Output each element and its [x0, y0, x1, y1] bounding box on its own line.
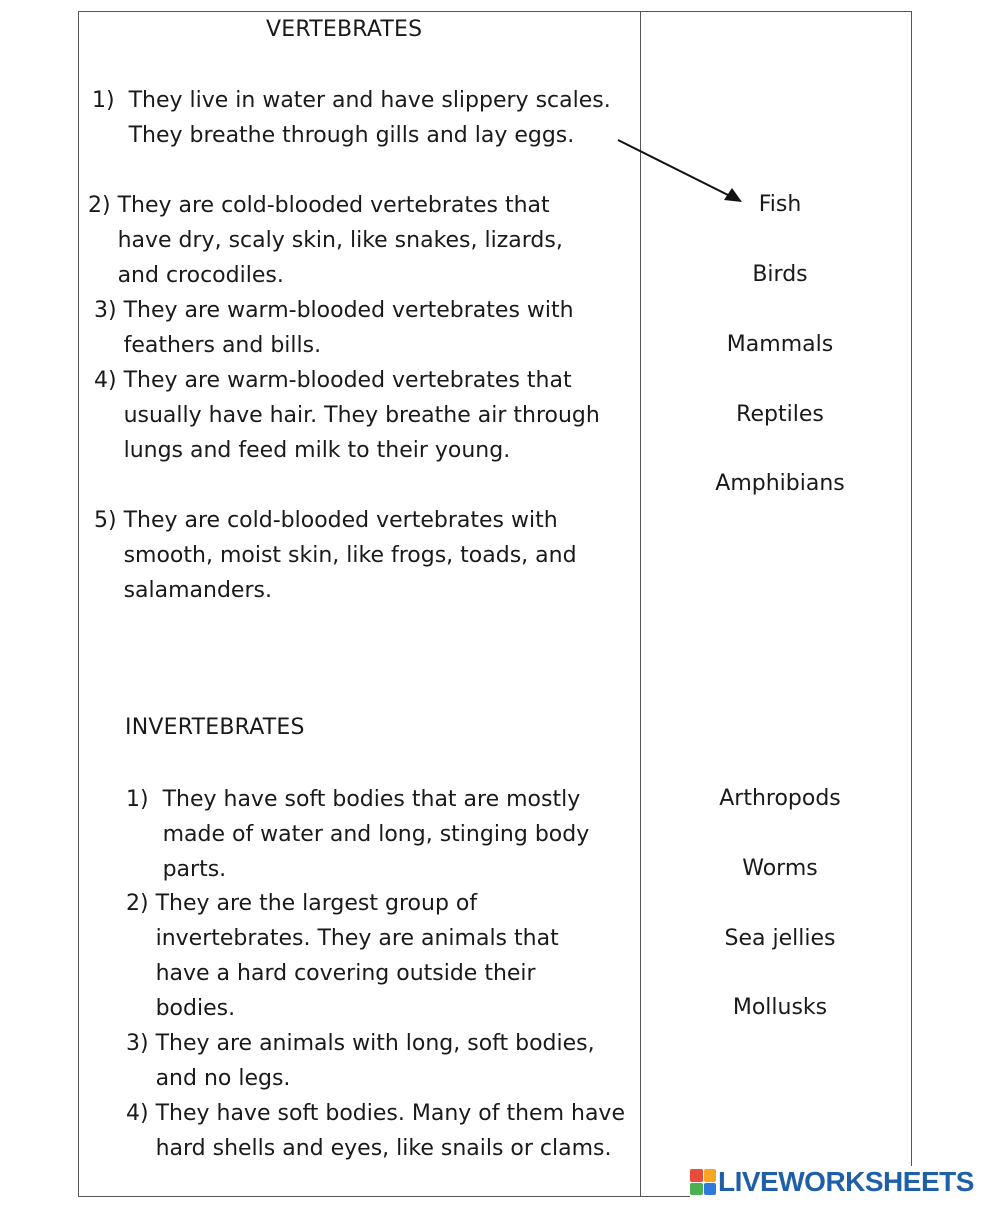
- answer-mollusks[interactable]: Mollusks: [732, 995, 828, 1020]
- item-text: They are animals with long, soft bodies, and no legs.: [155, 1031, 595, 1091]
- item-number: 2): [88, 193, 118, 218]
- vertebrate-item-5: [94, 503, 619, 608]
- invertebrate-item-2: [126, 886, 606, 1026]
- answer-arthropods[interactable]: Arthropods: [719, 786, 841, 811]
- vertebrate-item-2: [88, 188, 598, 293]
- item-text: They have soft bodies. Many of them have hard shells and eyes, like snails or clams.: [155, 1101, 625, 1161]
- item-text: They are warm-blooded vertebrates that usually have hair. They breathe air through lungs and feed milk to their young.: [123, 368, 600, 463]
- item-text: They are cold-blooded vertebrates with smooth, moist skin, like frogs, toads, and salamanders.: [123, 508, 577, 603]
- invertebrate-item-3: [126, 1026, 626, 1096]
- answer-birds[interactable]: Birds: [752, 262, 808, 287]
- vertebrate-item-4: [94, 363, 619, 468]
- answer-reptiles[interactable]: Reptiles: [736, 402, 824, 427]
- item-number: 5): [94, 508, 124, 533]
- item-number: 4): [126, 1101, 156, 1126]
- answer-amphibians[interactable]: Amphibians: [715, 471, 845, 496]
- invertebrate-item-4: [126, 1096, 626, 1166]
- item-number: 1): [126, 787, 163, 812]
- example-match-arrow: [600, 120, 760, 220]
- item-text: They are the largest group of invertebrates. They are animals that have a hard covering outside their bodies.: [155, 891, 559, 1021]
- item-number: 2): [126, 891, 156, 916]
- item-text: They have soft bodies that are mostly made of water and long, stinging body parts.: [162, 787, 590, 882]
- answer-fish[interactable]: Fish: [758, 192, 802, 217]
- item-text: They live in water and have slippery scales. They breathe through gills and lay eggs.: [128, 88, 611, 148]
- vertebrate-item-3: [94, 293, 619, 363]
- item-number: 3): [126, 1031, 156, 1056]
- vertebrate-item-1: [92, 83, 612, 153]
- answer-worms[interactable]: Worms: [742, 856, 818, 881]
- invertebrates-heading: INVERTEBRATES: [125, 715, 305, 740]
- invertebrate-item-1: [126, 782, 616, 887]
- item-number: 1): [92, 88, 129, 113]
- item-text: They are cold-blooded vertebrates that have dry, scaly skin, like snakes, lizards, and crocodiles.: [117, 193, 563, 288]
- logo-text: LIVEWORKSHEETS: [718, 1166, 974, 1197]
- liveworksheets-logo: [690, 1166, 978, 1198]
- answer-mammals[interactable]: Mammals: [726, 332, 834, 357]
- item-text: They are warm-blooded vertebrates with feathers and bills.: [123, 298, 574, 358]
- answer-sea-jellies[interactable]: Sea jellies: [724, 926, 836, 951]
- vertebrates-heading: VERTEBRATES: [266, 17, 423, 42]
- item-number: 3): [94, 298, 124, 323]
- item-number: 4): [94, 368, 124, 393]
- logo-tiles-icon: [690, 1169, 716, 1195]
